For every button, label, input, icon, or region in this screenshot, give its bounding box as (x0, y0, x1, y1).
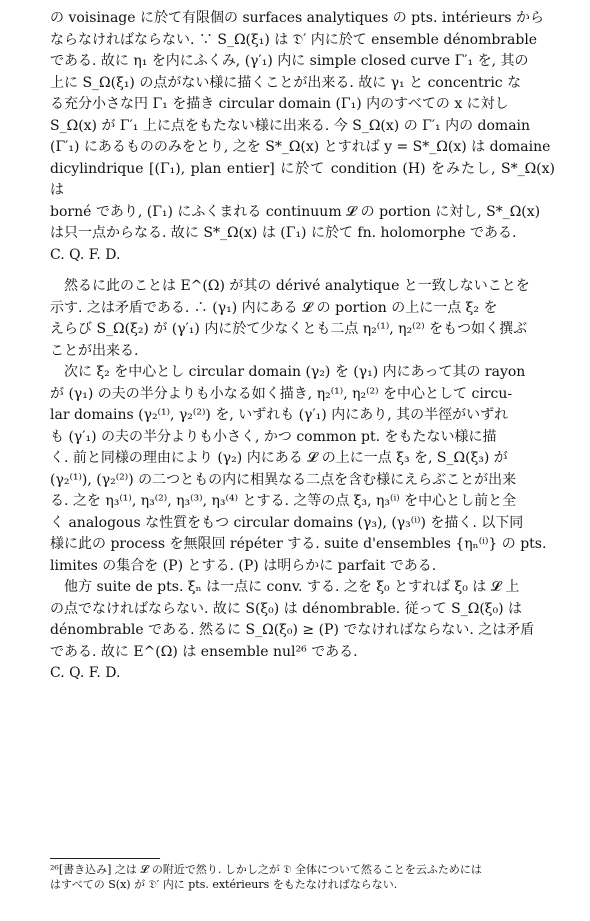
paragraph-3 (50, 362, 555, 577)
text-line: である. 故に η₁ を内にふくみ, (γ′₁) 内に simple closed curve Γ′₁ を, 其の (50, 53, 529, 69)
text-line: ことが出来る. (50, 342, 139, 359)
text-line: 上に S_Ω(ξ₁) の点がない様に描くことが出来る. 故に γ₁ と concentric な (50, 74, 522, 91)
text-line: 然るに此のことは E^(Ω) が其の dérivé analytique と一致しないことを (64, 278, 530, 294)
main-text (50, 8, 555, 685)
text-line: の voisinage に於て有限個の surfaces analytiques の pts. intérieurs から (50, 10, 545, 26)
text-line: dicylindrique [(Γ₁), plan entier] に於て condition (H) をみたし, S*_Ω(x) は (50, 160, 555, 198)
paragraph-1 (50, 8, 555, 266)
footnote-line: ²⁶[書き込み] 之は 𝓛 の附近で然り. しかし之が 𝔇 全体について然ることを云ふためには (50, 863, 482, 876)
text-line: (γ₂⁽¹⁾), (γ₂⁽²⁾) の二つともの内に相異なる二点を含む様にえらぶことが出来 (50, 471, 517, 488)
text-line: 示す. 之は矛盾である. ∴ (γ₁) 内にある 𝓛 の portion の上に一点 ξ₂ を (50, 299, 498, 316)
text-line: (Γ′₁) にあるもののみをとり, 之を S*_Ω(x) とすれば y = S*_Ω(x) は domaine (50, 139, 551, 155)
footnote (50, 862, 555, 892)
text-line: く analogous な性質をもつ circular domains (γ₃), (γ₃⁽ⁱ⁾) を描く. 以下同 (50, 514, 524, 531)
text-line: も (γ′₁) の夫の半分よりも小さく, かつ common pt. をもたない様に描 (50, 428, 497, 445)
text-line: えらび S_Ω(ξ₂) が (γ′₁) 内に於て少なくとも二点 η₂⁽¹⁾, η₂⁽²⁾ をもつ如く撰ぶ (50, 321, 528, 337)
text-line: る充分小さな円 Γ₁ を描き circular domain (Γ₁) 内のすべての x に対し (50, 96, 509, 112)
text-line: borné であり, (Γ₁) にふくまれる continuum 𝓛 の portion に対し, S*_Ω(x) (50, 203, 541, 220)
paragraph-4 (50, 577, 555, 685)
footnote-divider (50, 858, 160, 859)
text-line: ならなければならない. ∵ S_Ω(ξ₁) は 𝔇′ 内に於て ensemble dénombrable (50, 31, 538, 48)
text-line: は只一点からなる. 故に S*_Ω(x) は (Γ₁) に於て fn. holomorphe である. (50, 225, 517, 241)
text-line: 次に ξ₂ を中心とし circular domain (γ₂) を (γ₁) 内にあって其の rayon (64, 364, 526, 380)
paragraph-gap (50, 266, 555, 276)
paragraph-2 (50, 276, 555, 362)
footnote-line: はすべての S(x) が 𝔇′ 内に pts. extérieurs をもたなければならない. (50, 878, 398, 891)
text-line: lar domains (γ₂⁽¹⁾, γ₂⁽²⁾) を, いずれも (γ′₁) 内にあり, 其の半徑がいずれ (50, 407, 509, 423)
text-line: S_Ω(x) が Γ′₁ 上に点をもたない様に出来る. 今 S_Ω(x) の Γ′₁ 内の domain (50, 117, 531, 134)
text-line: る. 之を η₃⁽¹⁾, η₃⁽²⁾, η₃⁽³⁾, η₃⁽⁴⁾ とする. 之等の点 ξ₃, η₃⁽ⁱ⁾ を中心とし前と全 (50, 493, 517, 509)
qed-mark: C. Q. F. D. (50, 246, 121, 263)
text-line: く. 前と同様の理由により (γ₂) 内にある 𝓛 の上に一点 ξ₃ を, S_Ω(ξ₃) が (50, 450, 508, 466)
text-line: 他方 suite de pts. ξₙ は一点に conv. する. 之を ξ₀ とすれば ξ₀ は 𝓛 上 (64, 579, 520, 595)
text-line: limites の集合を (P) とする. (P) は明らかに parfait である. (50, 557, 437, 574)
text-line: が (γ₁) の夫の半分よりも小なる如く描き, η₂⁽¹⁾, η₂⁽²⁾ を中心として circu- (50, 385, 513, 402)
text-line: dénombrable である. 然るに S_Ω(ξ₀) ≥ (P) でなければならない. 之は矛盾 (50, 622, 535, 638)
text-line: の点でなければならない. 故に S(ξ₀) は dénombrable. 従って S_Ω(ξ₀) は (50, 600, 523, 617)
text-line: である. 故に E^(Ω) は ensemble nul²⁶ である. (50, 643, 358, 660)
text-line: 様に此の process を無限回 répéter する. suite d'ensembles {ηₙ⁽ⁱ⁾} の pts. (50, 536, 547, 552)
qed-mark: C. Q. F. D. (50, 665, 121, 681)
